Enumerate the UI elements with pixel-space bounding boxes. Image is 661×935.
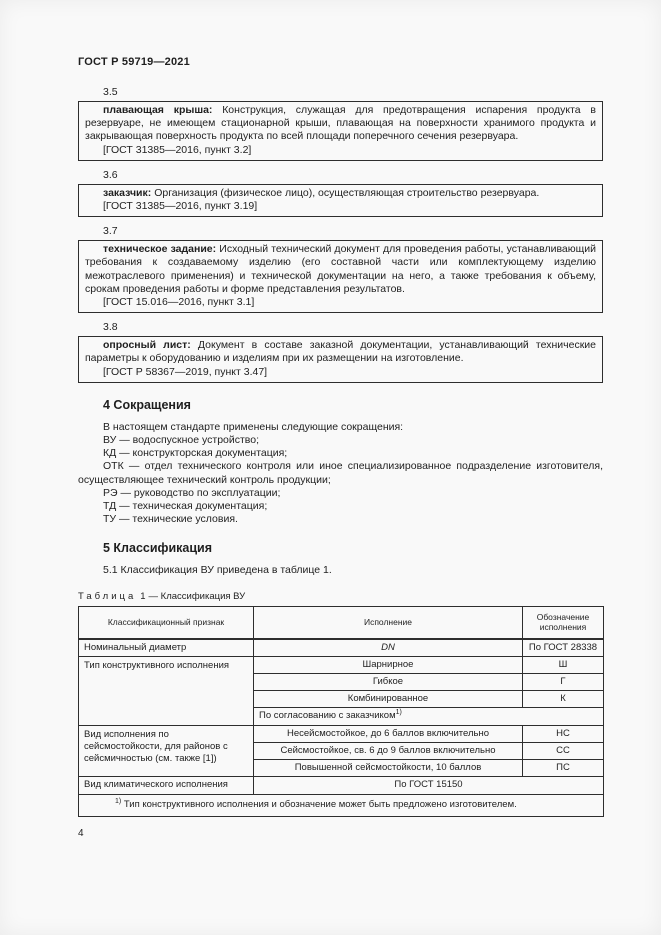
classification-table xyxy=(78,606,604,817)
table-row-seismic-1 xyxy=(79,725,604,742)
cell-execution: Комбинированное xyxy=(254,691,523,708)
page-content xyxy=(78,56,603,839)
term-definition-paragraph xyxy=(85,339,596,365)
table-caption-word: Таблица xyxy=(78,590,137,602)
clause-number-3-5: 3.5 xyxy=(103,86,118,98)
term-source-reference: [ГОСТ 15.016—2016, пункт 3.1] xyxy=(103,296,255,309)
abbreviation-item: ТД — техническая документация; xyxy=(103,500,268,513)
term-source-reference: [ГОСТ 31385—2016, пункт 3.2] xyxy=(103,143,252,156)
table-header-execution: Исполнение xyxy=(254,606,523,639)
cell-designation: НС xyxy=(523,725,604,742)
term-box-3-5 xyxy=(78,101,603,161)
abbreviation-item: ТУ — технические условия. xyxy=(103,513,238,526)
abbreviation-item: ВУ — водоспускное устройство; xyxy=(103,434,260,447)
cell-designation: По ГОСТ 28338 xyxy=(523,639,604,657)
term-source-reference: [ГОСТ 31385—2016, пункт 3.19] xyxy=(103,200,258,213)
cell-agreement xyxy=(254,708,604,725)
term-definition-paragraph xyxy=(85,243,596,296)
cell-execution: Сейсмостойкое, св. 6 до 9 баллов включительно xyxy=(254,742,523,759)
cell-feature: Номинальный диаметр xyxy=(79,639,254,657)
cell-execution: Повышенной сейсмостойкости, 10 баллов xyxy=(254,760,523,777)
cell-feature: Тип конструктивного исполнения xyxy=(79,656,254,725)
section-5-paragraph: 5.1 Классификация ВУ приведена в таблице 1. xyxy=(103,564,332,577)
table-footnote-row xyxy=(79,794,604,816)
term-definition-text: Конструкция, служащая для предотвращения испарения продукта в резервуаре, не имеющем стационарной крыши, плавающая на поверхности хранимого продукта и закрывающая поверхность продукта по всей площади поперечного сечения резервуара. xyxy=(85,104,596,143)
cell-feature: Вид исполнения по сейсмостойкости, для районов с сейсмичностью (см. также [1]) xyxy=(79,725,254,777)
table-header-row xyxy=(79,606,604,639)
cell-execution: DN xyxy=(254,639,523,657)
section-4-heading: 4 Сокращения xyxy=(103,397,191,412)
table-row-diameter xyxy=(79,639,604,657)
cell-designation: СС xyxy=(523,742,604,759)
term-definition-text: Организация (физическое лицо), осуществляющая строительство резервуара. xyxy=(154,186,540,199)
document-header: ГОСТ Р 59719—2021 xyxy=(78,56,190,68)
term-name: заказчик: xyxy=(103,186,152,199)
section-5-heading: 5 Классификация xyxy=(103,541,213,556)
cell-designation: Ш xyxy=(523,656,604,673)
table-caption xyxy=(78,591,603,602)
cell-designation: ПС xyxy=(523,760,604,777)
term-source-reference: [ГОСТ Р 58367—2019, пункт 3.47] xyxy=(103,365,268,378)
term-name: техническое задание: xyxy=(103,243,217,256)
table-header-designation: Обозначение исполнения xyxy=(523,606,604,639)
abbreviations-intro: В настоящем стандарте применены следующие сокращения: xyxy=(103,420,404,433)
term-definition-paragraph xyxy=(85,104,596,144)
abbreviation-item: ОТК — отдел технического контроля или иное специализированное подразделение изготовителя, осуществляющее технический контроль продукции; xyxy=(78,460,603,486)
footnote-reference: 1) xyxy=(115,797,122,805)
term-box-3-6 xyxy=(78,184,603,217)
term-box-3-7 xyxy=(78,240,603,313)
term-name: плавающая крыша: xyxy=(103,104,213,116)
cell-execution: Шарнирное xyxy=(254,656,523,673)
term-definition-text: Исходный технический документ для проведения работы, устанавливающий требования к создаваемому изделию (его составной части или комплектующему изделию межотраслевого применения) и технической документации на него, а также требования к объему, срокам проведения работы и форме представления результатов. xyxy=(85,243,596,295)
clause-number-3-6: 3.6 xyxy=(103,168,118,181)
table-row-constructive-1 xyxy=(79,656,604,673)
cell-execution: По ГОСТ 15150 xyxy=(254,777,604,794)
footnote-text: Тип конструктивного исполнения и обозначение может быть предложено изготовителем. xyxy=(123,798,517,810)
cell-execution: Несейсмостойкое, до 6 баллов включительно xyxy=(254,725,523,742)
agreement-text: По согласованию с заказчиком xyxy=(259,710,396,722)
table-caption-title: — Классификация ВУ xyxy=(148,590,246,602)
cell-designation: К xyxy=(523,691,604,708)
table-caption-number: 1 xyxy=(140,590,146,602)
abbreviation-item: КД — конструкторская документация; xyxy=(103,447,288,460)
table-footnote xyxy=(79,794,604,816)
term-definition-paragraph xyxy=(85,187,596,200)
abbreviation-item: РЭ — руководство по эксплуатации; xyxy=(103,486,281,499)
footnote-reference: 1) xyxy=(395,709,402,717)
clause-number-3-8: 3.8 xyxy=(103,321,118,334)
cell-designation: Г xyxy=(523,674,604,691)
clause-number-3-7: 3.7 xyxy=(103,225,118,238)
page-number: 4 xyxy=(78,827,84,839)
table-row-climatic xyxy=(79,777,604,794)
term-name: опросный лист: xyxy=(103,339,191,352)
cell-feature: Вид климатического исполнения xyxy=(79,777,254,794)
term-definition-text: Документ в составе заказной документации, устанавливающий технические параметры к оборудованию и изделиям при их размещении на изготовление. xyxy=(85,339,596,365)
term-box-3-8 xyxy=(78,336,603,383)
table-header-feature: Классификационный признак xyxy=(79,606,254,639)
cell-execution: Гибкое xyxy=(254,674,523,691)
